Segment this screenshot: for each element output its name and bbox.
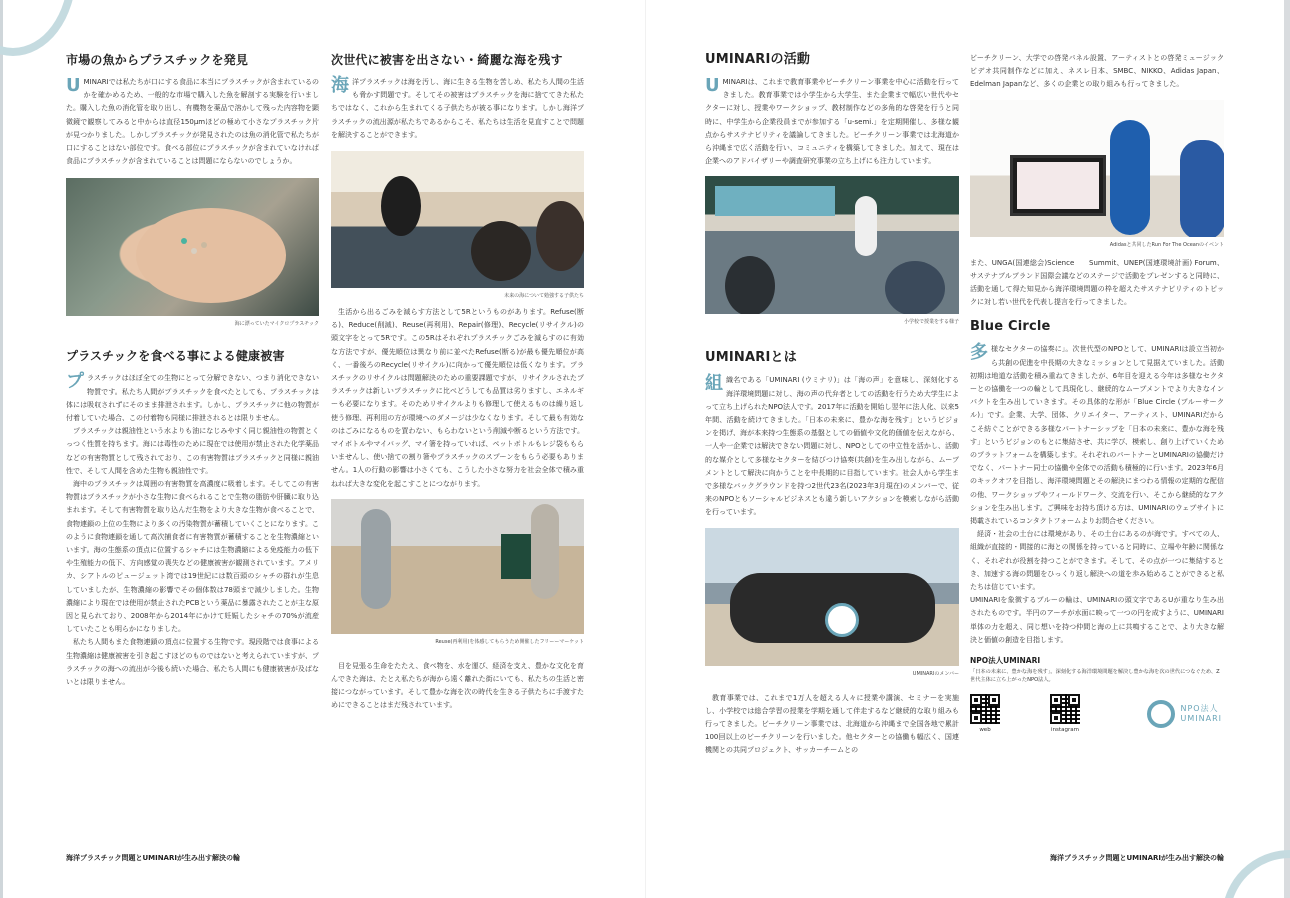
footer-left: 海洋プラスチック問題とUMINARIが生み出す解決の輪 [66, 854, 240, 862]
page-edge [1284, 0, 1290, 898]
drop-cap: プ [66, 371, 84, 393]
body-paragraph: プラスチックは親油性という水よりも油になじみやすく同じ親油性の物質とくっつく性質を持ちます。海には毒性のために現在では使用が禁止された化学薬品などの有害物質として残されており、この有害物質はプラスチックと同様に親油性で、そして人間を含めた生物も親油性です。 [66, 427, 319, 475]
body-paragraph: 経済・社会の土台には環境があり、その土台にあるのが海です。すべての人、組織が直接的・間接的に海との関係を持っていると同時に、立場や年齢に関係なく、それぞれが役割を持つことができます。そして、その点が一つに集結するとき、加速する海の問題をひっくり返し解決への道を歩み始めることができると私たちは信じています。 [970, 530, 1224, 592]
body-paragraph: また、UNGA(国連総会)Science Summit、UNEP(国連環境計画) Forum、サステナブルブランド国際会議などのステージで活動をプレゼンすると同時に、活動を通して得た知見から海洋環境問題の枠を超えたサステナビリティのトピックに対し若い世代を代表し提言を行ってきました。 [970, 258, 1224, 307]
qr-label: web [979, 727, 991, 734]
person-shape [361, 509, 391, 609]
section-heading: Blue Circle [970, 319, 1051, 335]
body-paragraph [66, 76, 319, 168]
npo-logo [1147, 700, 1223, 728]
qr-code-icon [970, 694, 1000, 724]
column-1 [66, 52, 319, 689]
section-heading: UMINARIの活動 [705, 52, 811, 67]
photo-adidas-event [970, 100, 1224, 237]
person-shape [1180, 140, 1224, 237]
body-paragraph [66, 372, 319, 425]
npo-title: NPO法人UMINARI [970, 656, 1041, 666]
person-shape [1110, 120, 1150, 235]
paragraph-text: 織名である「UMINARI (ウミナリ)」は「海の声」を意味し、深刻化する海洋環境問題に対し、海の声の代弁者としての活動を行うため大学生によって立ち上げられたNPO法人です。2017年に活動を開始し翌年に法人化、以来5年間、活動を続けてきました。「日本の未来に、豊かな海を残す」というビジョンを掲げ、海が本来持つ生態系の基盤としての価値や文化的価値を伝えながら、一人や一企業では解決できない問題に対し、NPOとしての中立性を活かし、活動的な媒介として多様なセクターを結びつけ協奏(共創)を生み出しながら、ムーブメントとして解決に向かうことを中長期的に目指しています。社会人から学生まで多様なバックグラウンドを持つ2世代23名(2023年3月現在)のメンバーで、従来のNPOともソーシャルビジネスとも違う新しいアクションを模索しながら活動を行っています。 [705, 376, 959, 517]
person-shape [381, 176, 421, 236]
footer-right: 海洋プラスチック問題とUMINARIが生み出す解決の輪 [1050, 854, 1224, 862]
uminari-ring-icon [1147, 700, 1175, 728]
npo-info-box [970, 655, 1224, 733]
decorative-arc [0, 0, 76, 56]
paragraph-text: ラスチックはほぼ全ての生物にとって分解できない、つまり消化できない物質です。私たち人間がプラスチックを食べたとしても、プラスチックは体には吸収されずにそのまま排泄されます。しかし、プラスチックに他の物質が付着していた場合、この付着物も同様に排泄されるとは限りません。 [66, 374, 319, 423]
blackboard [715, 186, 835, 216]
presentation-screen [1010, 155, 1106, 216]
body-paragraph: 教育事業では、これまで1万人を超える人々に授業や講演、セミナーを実施し、小学校では総合学習の授業を学期を通して伴走するなど継続的な取り組みも行ってきました。ビーチクリーン事業では、北海道から沖縄まで全国各地で累計100回以上のビーチクリーンを行いました。他セクターとの協働も幅広く、国連機関との共同プロジェクト、サッカーチームとの [705, 693, 959, 755]
body-paragraph [705, 374, 959, 519]
page-edge [0, 0, 3, 898]
npo-description: 「日本の未来に、豊かな海を残す」。深刻化する海洋環境問題を解決し豊かな海を次の世代につなぐため、Z世代主体に立ち上がったNPO法人。 [970, 669, 1220, 684]
body-paragraph [331, 76, 584, 142]
logo-line: UMINARI [1180, 713, 1222, 723]
qr-label: instagram [1051, 727, 1079, 734]
person-shape [855, 196, 877, 256]
body-paragraph: 生活から出るごみを減らす方法として5Rというものがあります。Refuse(断る)、Reduce(削減)、Reuse(再利用)、Repair(修理)、Recycle(リサイクル)の頭文字をとって5Rです。この5Rはそれぞれプラスチックごみを減らすのに有効な方法ですが、優先順位は異なり前に並べたRefuse(断る)が最も優先順位が高く、一番後ろのRecycle(リサイクル)に向かって優先順位は低くなります。プラスチックのリサイクルは問題解決のための重要課題ですが、リサイクルされたプラスチックは新しいプラスチックに比べどうしても品質は劣りますし、エネルギーも必要になります。そのためリサイクルよりも修理して使えるものは繰り返し使う修理、再利用の方が環境へのダメージは少なくなります。そして最も有効なのはごみになるものを買わない、もらわないという削減や断るという方法です。マイボトルやマイバッグ、マイ箸を持っていれば、ペットボトルもレジ袋ももらいませんし、使い捨ての割り箸やプラスチックのスプーンをもらう必要もありません。1人の行動の影響は小さくても、こうした小さな努力を社会全体で積み重ねれば大きな変化を起こすことにつながります。 [331, 308, 584, 488]
drop-cap: 組 [705, 373, 723, 395]
logo-line: NPO法人 [1180, 703, 1219, 713]
page-gutter [645, 0, 646, 898]
person-shape [531, 504, 559, 599]
person-shape [536, 201, 584, 271]
paragraph-text: MINARIは、これまで教育事業やビーチクリーン事業を中心に活動を行ってきました。教育事業では小学生から大学生、また企業まで幅広い世代やセクターに対し、授業やワークショップ、教材制作などの多角的な啓発を行うと同時に、中学生から企業役員までが参加する「u-semi.」を定期開催し、多様な観点からサステナビリティを議論してきました。ビーチクリーン事業では北海道から沖縄まで広く活動を行い、コミュニティを構築してきました。加えて、現在は企業へのアドバイザリーや調査研究事業の立ち上げにも注力しています。 [705, 78, 959, 166]
photo-caption: Reuse(再利用)を体感してもらうため開催したフリーーマーケット [435, 638, 584, 645]
banner-shape [825, 603, 859, 637]
section-heading: 次世代に被害を出さない・綺麗な海を残す [331, 53, 563, 67]
person-shape [725, 256, 775, 314]
photo-microplastic-hand [66, 178, 319, 316]
photo-caption: UMINARIのメンバー [912, 670, 959, 677]
qr-instagram[interactable] [1050, 694, 1080, 733]
column-4 [970, 52, 1224, 733]
photo-members-group [705, 528, 959, 666]
section-heading: プラスチックを食べる事による健康被害 [66, 349, 285, 364]
body-paragraph: 私たち人間もまた食物連鎖の頂点に位置する生物です。現段階では食事による生物濃縮は健康被害を引き起こすほどのものではないと考えられていますが、プラスチックの海への流出が今後も続いた場合、私たち人間にも健康被害が及ばないとは限りません。 [66, 638, 319, 687]
drop-cap: U [705, 75, 720, 96]
paragraph-text: 様なセクターの協奏に」。次世代型のNPOとして、UMINARIは設立当初から共創の促進を中長期の大きなミッションとして見据えていました。活動初期は地道な活動を積み重ねてきましたが、6年目を迎える今年は多様なセクターとの協働を一つの輪として具現化し、継続的なムーブメントでより大きなインパクトを生み出していきます。その具体的な形が「Blue Circle (ブルーサークル)」です。企業、大学、団体、クリエイター、アーティスト、UMINARIだからこそ紡ぐことができる多様なパートナーシップを「日本の未来に、豊かな海を残す」というビジョンのもとに集結させ、共に学び、模索し、創り上げていくためのプラットフォームを構築します。それぞれのパートナーとUMINARIの協働だけでなく、パートナー同士の協働や全体での活動も積極的に行います。2023年6月のキックオフを目指し、海洋環境問題とその解決にまつわる情報の定期的な配信の他、ワークショップやフィールドワーク、交流を行い、そこから継続的なアクションを生み出します。ご興味をお持ち頂ける方は、UMINARIのウェブサイトに掲載されているコンタクトフォームよりお問合せください。 [970, 345, 1224, 526]
column-2 [331, 52, 584, 713]
body-paragraph [705, 76, 959, 168]
photo-children-studying [331, 151, 584, 288]
photo-flea-market [331, 499, 584, 634]
person-shape [471, 221, 531, 281]
drop-cap: U [66, 75, 81, 96]
qr-web[interactable] [970, 694, 1000, 733]
hand-shape [136, 208, 286, 303]
drop-cap: 多 [970, 342, 988, 364]
signboard [501, 534, 531, 579]
body-paragraph: ビーチクリーン、大学での啓発パネル設置、アーティストとの啓発ミュージックビデオ共同制作などに加え、ネスレ日本、SMBC、NIKKO、Adidas Japan、Edelman Japanなど、多くの企業との取り組みも行ってきました。 [970, 54, 1224, 89]
person-shape [885, 261, 945, 314]
drop-cap: 海 [331, 75, 349, 96]
qr-code-icon [1050, 694, 1080, 724]
section-heading: 市場の魚からプラスチックを発見 [66, 53, 249, 67]
body-paragraph: 海中のプラスチックは周囲の有害物質を高濃度に吸着します。そしてこの有害物質はプラスチックが小さな生物に食べられることで生物の脂肪や肝臓に取り込まれます。そして有害物質を取り込んだ生物をより大きな生物が食べることで、食物連鎖の上位の生物により多くの汚染物質が蓄積していくことになります。このように食物連鎖を通して高次捕食者に有害物質が蓄積することを生物濃縮といいます。海の生態系の頂点に位置するシャチには生物濃縮による免疫能力の低下や生殖能力の低下、方向感覚の喪失などの健康被害が観測されています。アメリカ、シアトルのピュージェット湾では19世紀には数百頭のシャチの群れが生息していましたが、生物濃縮の影響でその個体数は78頭まで減少しました。生物濃縮により現在では使用が禁止されたPCBという薬品に暴露されたことが主な原因と見られており、2008年から2014年にかけて妊娠したシャチの70%が流産していたことも明らかになりました。 [66, 480, 319, 634]
body-paragraph: UMINARIを象徴するブルーの輪は、UMINARIの頭文字であるUが重なり生み出されたものです。半円のアーチが水面に映って一つの円を成すように、UMINARI単体の力を超え、同じ想いを持つ仲間と海の上に共鳴することで、より大きな解決と価値の創造を目指します。 [970, 596, 1224, 644]
paragraph-text: 洋プラスチックは海を汚し、海に生きる生物を苦しめ、私たち人間の生活も脅かす問題です。そしてその被害はプラスチックを海に捨ててきた私たちではなく、これから生まれてくる子供たちが被る事になります。しかし海洋プラスチックの流出源が私たちであるからこそ、私たちは生活を見直すことで問題を解決することができます。 [331, 78, 584, 139]
section-heading: UMINARIとは [705, 350, 797, 366]
body-paragraph: 目を見張る生命をたたえ、食べ物を、水を運び、経済を支え、豊かな文化を育んできた海は、たとえ私たちが海から遠く離れた街にいても、私たちの生活と密接につながっています。そして豊かな海を次の時代を生きる子供たちに手渡すためにできることはまだ残されています。 [331, 661, 584, 710]
photo-caption: 未来の海について勉強する子供たち [504, 293, 584, 300]
photo-caption: 海に漂っていたマイクロプラスチック [234, 321, 319, 328]
column-3 [705, 52, 959, 758]
paragraph-text: MINARIでは私たちが口にする食品に本当にプラスチックが含まれているのかを確かめるため、一般的な市場で購入した魚を解剖する実験を行いました。購入した魚の消化管を取り出し、有機物を薬品で溶かして残った内容物を顕微鏡で観察してみると中からは直径150μmほどの極めて小さなプラスチック片が見つかりました。しかしプラスチックが発見されたのは魚の消化管で私たちが口にすることはない部位です。食べる部位にプラスチックが含まれていなければ食品にプラスチックが含まれていることは問題にならないのでしょうか。 [66, 78, 319, 166]
photo-classroom-lesson [705, 176, 959, 314]
photo-caption: Adidasと共同したRun For The Oceanのイベント [1109, 241, 1224, 248]
decorative-arc [1222, 850, 1290, 898]
body-paragraph [970, 343, 1224, 528]
photo-caption: 小学校で授業をする様子 [903, 319, 959, 326]
